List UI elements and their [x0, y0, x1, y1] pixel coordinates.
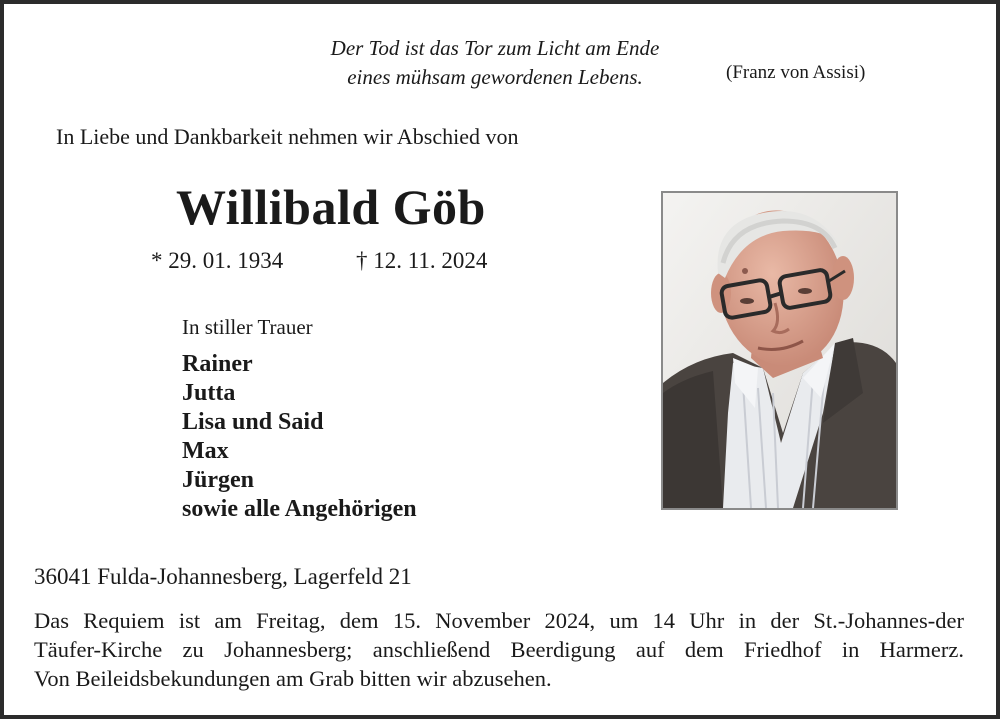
- mourner-name: Max: [182, 438, 229, 464]
- death-date: † 12. 11. 2024: [356, 248, 488, 273]
- quote-line-2: eines mühsam gewordenen Lebens.: [347, 65, 643, 89]
- intro-text: In Liebe und Dankbarkeit nehmen wir Abschied von: [56, 124, 519, 149]
- address-line: 36041 Fulda-Johannesberg, Lagerfeld 21: [34, 564, 412, 589]
- mourning-heading: In stiller Trauer: [182, 315, 313, 339]
- deceased-name: Willibald Göb: [176, 179, 486, 235]
- mourner-name: sowie alle Angehörigen: [182, 496, 417, 522]
- service-info: [34, 606, 964, 693]
- mourner-name: Jürgen: [182, 467, 254, 493]
- birth-date: * 29. 01. 1934: [151, 248, 284, 273]
- mourner-name: Jutta: [182, 380, 236, 406]
- service-line-1: Das Requiem ist am Freitag, dem 15. November 2024, um 14 Uhr in der St.-Johannes-der: [34, 608, 964, 633]
- portrait-photo: [661, 191, 898, 510]
- service-line-2: Täufer-Kirche zu Johannesberg; anschließend Beerdigung auf dem Friedhof in Harmerz.: [34, 637, 964, 662]
- quote-line-1: Der Tod ist das Tor zum Licht am Ende: [330, 36, 660, 60]
- epigraph-quote: [300, 34, 690, 92]
- mourner-name: Rainer: [182, 351, 253, 377]
- portrait-illustration: [663, 193, 896, 508]
- service-line-3: Von Beileidsbekundungen am Grab bitten wir abzusehen.: [34, 666, 552, 691]
- quote-source: (Franz von Assisi): [726, 62, 866, 83]
- mourner-name: Lisa und Said: [182, 409, 324, 435]
- mourners-list: [182, 350, 417, 524]
